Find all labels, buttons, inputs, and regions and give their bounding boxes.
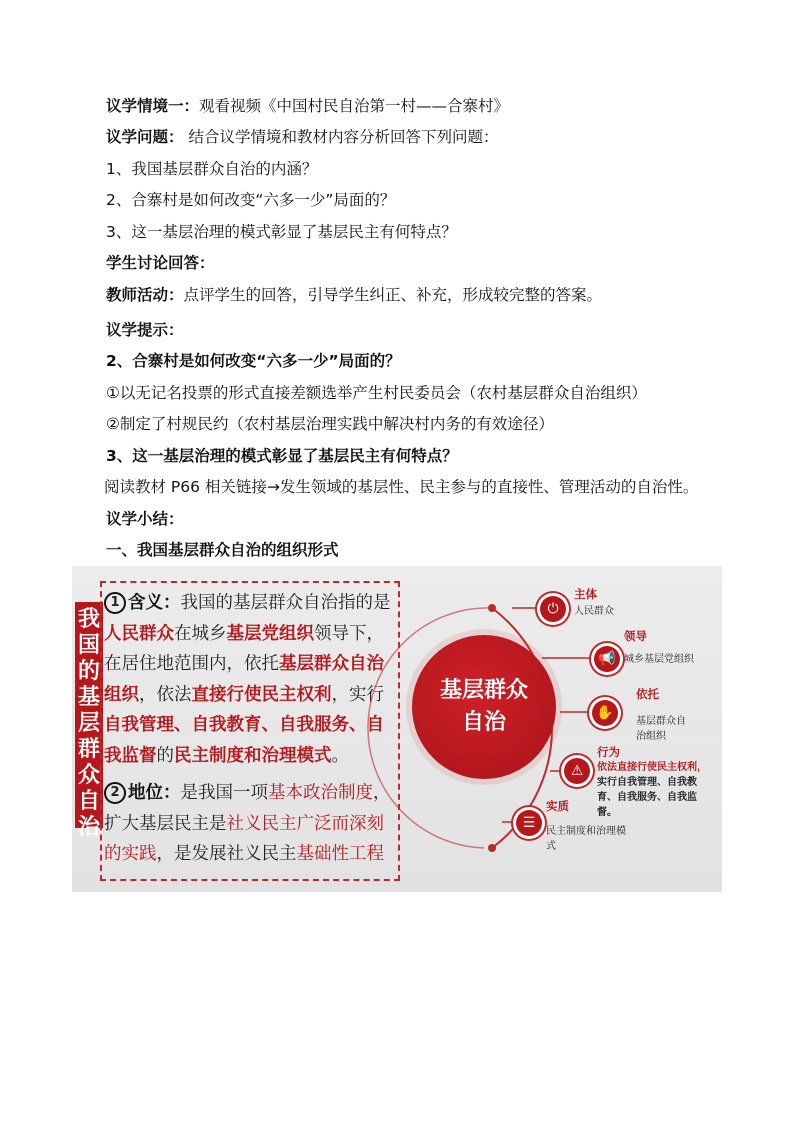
definition-text: ，依法 (139, 684, 192, 705)
teacher-line (106, 284, 602, 306)
question-3: 3、这一基层治理的模式彰显了基层民主有何特点？ (106, 223, 457, 241)
definition-head: 含义： (128, 593, 181, 613)
question-label: 议学问题： (106, 128, 184, 146)
highlight: 基层群众自治组织 (104, 654, 384, 705)
situation-line (106, 95, 509, 117)
number-badge: 2 (104, 782, 126, 804)
question-2: 2、合寨村是如何改变“六多一少”局面的？ (106, 191, 396, 209)
hint-answer-3: 阅读教材 P66 相关链接→发生领域的基层性、民主参与的直接性、管理活动的自治性。 (104, 478, 699, 496)
highlight: 民主制度和治理模式 (174, 745, 332, 766)
teacher-text: 点评学生的回答，引导学生纠正、补充，形成较完整的答案。 (183, 286, 603, 304)
hint-question-2: 2、合寨村是如何改变“六多一少”局面的？ (106, 352, 401, 370)
node-desc-subject: 人民群众 (574, 606, 614, 617)
highlight: 基本政治制度 (268, 783, 373, 803)
center-circle: 基层群众自治 (412, 635, 556, 779)
node-desc-rely: 基层群众自治组织 (636, 716, 686, 742)
highlight: 基础性工程 (296, 844, 384, 864)
hand-icon: ✋ (592, 700, 618, 726)
vertical-title: 我国的基层群众自治 (75, 602, 103, 828)
situation-text: 观看视频《中国村民自治第一村——合寨村》 (199, 97, 510, 115)
situation-label: 议学情境一： (106, 97, 200, 115)
warning-icon: ⚠ (564, 758, 590, 784)
node-desc-lead: 城乡基层党组织 (624, 654, 694, 665)
status-text: 是我国一项 (180, 783, 268, 803)
node-desc-essence: 民主制度和治理模式 (546, 826, 626, 852)
number-badge: 1 (104, 592, 126, 614)
node-label-action: 行为 (597, 745, 620, 759)
node-desc-action-red: 依法直接行使民主权利， (597, 762, 707, 773)
megaphone-icon: 📢 (594, 646, 620, 672)
node-label-lead: 领导 (624, 629, 647, 643)
highlight: 自我管理、自我教育、自我服务、自我监督 (104, 715, 384, 766)
question-line (106, 126, 498, 148)
discussion-heading: 学生讨论回答： (106, 254, 215, 272)
node-label-subject: 主体 (574, 587, 597, 601)
teacher-label: 教师活动： (106, 286, 184, 304)
definition-text: 我国的基层群众自治指的是 (180, 593, 391, 613)
definition-text: 领导下，在居住地范围内，依托 (104, 623, 384, 674)
node-label-essence: 实质 (546, 799, 569, 813)
node-label-rely: 依托 (636, 687, 659, 701)
highlight: 直接行使民主权利 (191, 684, 332, 705)
list-icon: ☰ (516, 810, 542, 836)
power-icon: ⏻ (540, 596, 566, 622)
definition-text: ，实行 (331, 684, 384, 705)
question-text: 结合议学情境和教材内容分析回答下列问题： (183, 128, 499, 146)
highlight: 社义民主广泛而深刻的实践 (104, 813, 384, 864)
hint-question-3: 3、这一基层治理的模式彰显了基层民主有何特点？ (106, 447, 458, 465)
hint-heading: 议学提示： (106, 321, 184, 339)
status-head: 地位： (128, 783, 181, 803)
section-title: 一、我国基层群众自治的组织形式 (106, 541, 339, 559)
hint-point-2: ②制定了村规民约（农村基层治理实践中解决村内务的有效途径） (106, 415, 554, 433)
question-1: 1、我国基层群众自治的内涵？ (106, 160, 318, 178)
hint-point-1: ①以无记名投票的形式直接差额选举产生村民委员会（农村基层群众自治组织） (106, 384, 647, 402)
definition-text: 的 (156, 745, 174, 766)
summary-heading: 议学小结： (106, 510, 184, 528)
status-text: ，扩大基层民主是 (104, 783, 391, 834)
node-desc-action: 实行自我管理、自我教育、自我服务、自我监督。 (597, 777, 697, 818)
highlight: 基层党组织 (226, 623, 314, 644)
definition-text: 。 (331, 745, 349, 766)
status-text: ，是发展社义民主 (156, 844, 297, 864)
infographic (72, 566, 722, 892)
definition-text: 在城乡 (174, 623, 227, 644)
highlight: 人民群众 (104, 623, 174, 644)
